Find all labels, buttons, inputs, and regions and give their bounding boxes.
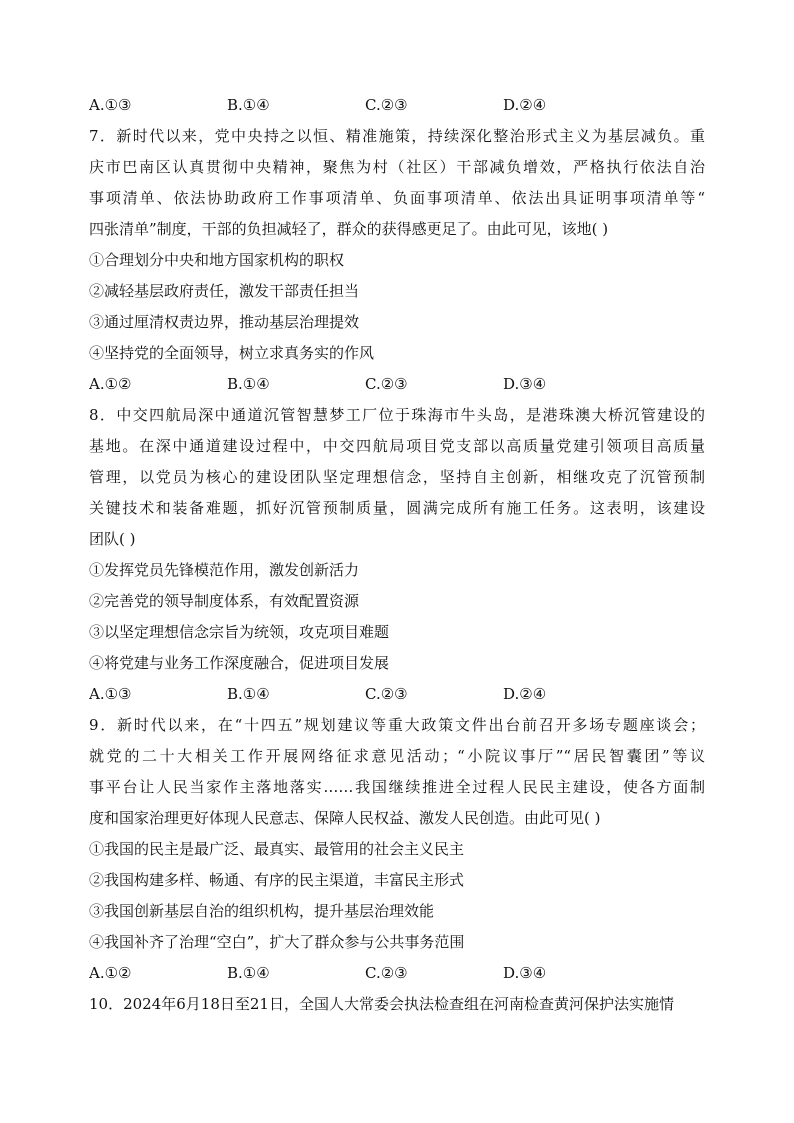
- q8-stem-line: 基地。在深中通道建设过程中，中交四航局项目党支部以高质量党建引领项目高质量: [89, 437, 705, 455]
- q8-option-4: ④将党建与业务工作深度融合，促进项目发展: [89, 654, 390, 672]
- q6-choice-b: B.①④: [227, 96, 270, 114]
- q8-choice-d: D.②④: [503, 685, 547, 703]
- q9-stem-line: 事平台让人民当家作主落地落实……我国继续推进全过程人民民主建设，使各方面制: [89, 778, 705, 796]
- q9-stem-line: 就党的二十大相关工作开展网络征求意见活动；“小院议事厅”“居民智囊团”等议: [89, 747, 705, 765]
- q8-choice-a: A.①③: [89, 685, 132, 703]
- q6-choices: [89, 90, 705, 121]
- q9-option-1: ①我国的民主是最广泛、最真实、最管用的社会主义民主: [89, 840, 465, 858]
- q9-choice-a: A.①②: [89, 964, 132, 982]
- question-9: [89, 710, 705, 989]
- q7-option-3: ③通过厘清权责边界，推动基层治理提效: [89, 313, 360, 331]
- q7-stem-line: 事项清单、依法协助政府工作事项清单、负面事项清单、依法出具证明事项清单等“: [89, 189, 705, 207]
- question-7: [89, 121, 705, 400]
- q8-stem-line: 团队( ): [89, 530, 136, 548]
- q9-option-2: ②我国构建多样、畅通、有序的民主渠道，丰富民主形式: [89, 871, 465, 889]
- q8-choice-b: B.①④: [227, 685, 270, 703]
- q7-choice-b: B.①④: [227, 375, 270, 393]
- q8-option-2: ②完善党的领导制度体系，有效配置资源: [89, 592, 360, 610]
- q6-choice-c: C.②③: [365, 96, 408, 114]
- q9-stem-line: 度和国家治理更好体现人民意志、保障人民权益、激发人民创造。由此可见( ): [89, 809, 601, 827]
- q8-choice-c: C.②③: [365, 685, 408, 703]
- q7-choice-d: D.③④: [503, 375, 547, 393]
- q9-choice-d: D.③④: [503, 964, 547, 982]
- q8-stem-line: 管理，以党员为核心的建设团队坚定理想信念，坚持自主创新，相继攻克了沉管预制: [89, 468, 705, 486]
- q7-stem-line: 四张清单”制度，干部的负担减轻了，群众的获得感更足了。由此可见，该地( ): [89, 220, 609, 238]
- q8-stem-line: 关键技术和装备难题，抓好沉管预制质量，圆满完成所有施工任务。这表明，该建设: [89, 499, 705, 517]
- q9-choice-c: C.②③: [365, 964, 408, 982]
- q8-option-1: ①发挥党员先锋模范作用，激发创新活力: [89, 561, 360, 579]
- q9-choices: [89, 958, 705, 989]
- q7-stem-line: 7．新时代以来，党中央持之以恒、精准施策，持续深化整治形式主义为基层减负。重: [89, 127, 705, 145]
- q10-stem-line: 10．2024年6月18日至21日，全国人大常委会执法检查组在河南检查黄河保护法实施情: [89, 995, 674, 1013]
- q9-option-3: ③我国创新基层自治的组织机构，提升基层治理效能: [89, 902, 435, 920]
- q7-choices: [89, 369, 705, 400]
- question-10: [89, 989, 705, 1020]
- q7-option-1: ①合理划分中央和地方国家机构的职权: [89, 251, 345, 269]
- q8-option-3: ③以坚定理想信念宗旨为统领，攻克项目难题: [89, 623, 390, 641]
- q6-choice-a: A.①③: [89, 96, 132, 114]
- q7-option-4: ④坚持党的全面领导，树立求真务实的作风: [89, 344, 375, 362]
- question-8: [89, 400, 705, 710]
- q9-stem-line: 9．新时代以来，在“十四五”规划建议等重大政策文件出台前召开多场专题座谈会；: [89, 716, 705, 734]
- exam-page: [89, 90, 705, 1020]
- q8-choices: [89, 679, 705, 710]
- q6-choice-d: D.②④: [503, 96, 547, 114]
- q9-option-4: ④我国补齐了治理“空白”，扩大了群众参与公共事务范围: [89, 933, 465, 951]
- q7-stem-line: 庆市巴南区认真贯彻中央精神，聚焦为村（社区）干部减负增效，严格执行依法自治: [89, 158, 705, 176]
- q7-choice-c: C.②③: [365, 375, 408, 393]
- q7-option-2: ②减轻基层政府责任，激发干部责任担当: [89, 282, 360, 300]
- q8-stem-line: 8．中交四航局深中通道沉管智慧梦工厂位于珠海市牛头岛，是港珠澳大桥沉管建设的: [89, 406, 705, 424]
- q7-choice-a: A.①②: [89, 375, 132, 393]
- q9-choice-b: B.①④: [227, 964, 270, 982]
